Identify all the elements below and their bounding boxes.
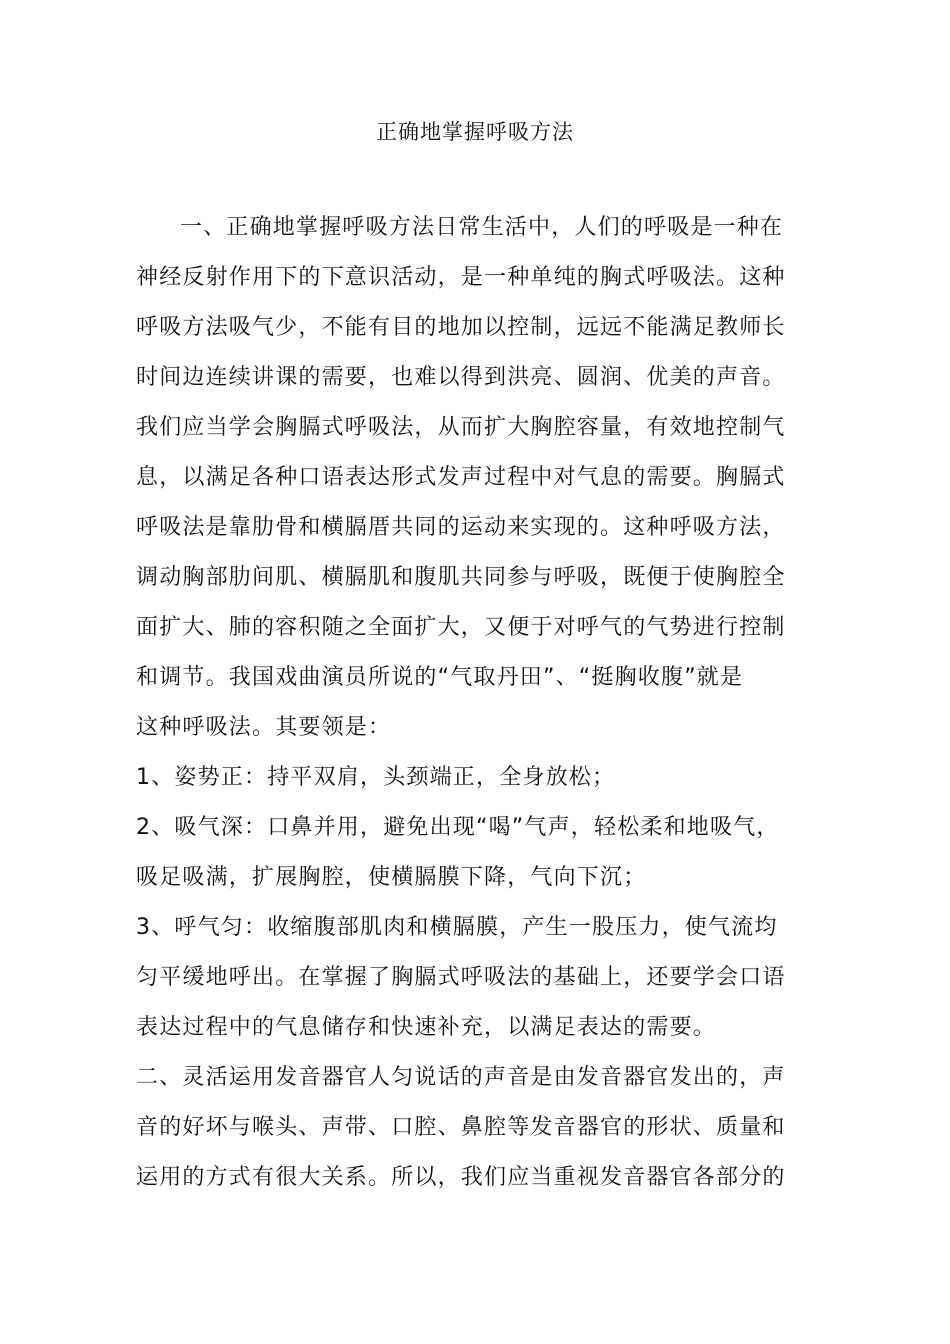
- document-body: [136, 203, 804, 1203]
- section-heading-line: 二、灵活运用发音器官人匀说话的声音是由发音器官发出的，声: [136, 1065, 786, 1090]
- text-line: 一、正确地掌握呼吸方法日常生活中，人们的呼吸是一种在: [180, 215, 784, 240]
- list-item-line: 1、姿势正：持平双肩，头颈端正，全身放松；: [136, 765, 616, 790]
- text-line: 神经反射作用下的下意识活动，是一种单纯的胸式呼吸法。这种: [136, 265, 786, 290]
- text-line: 我们应当学会胸膈式呼吸法，从而扩大胸腔容量，有效地控制气: [136, 415, 786, 440]
- list-item-line: 2、吸气深：口鼻并用，避免出现“喝”气声，轻松柔和地吸气，: [136, 815, 780, 840]
- text-line: 和调节。我国戏曲演员所说的“气取丹田”、“挺胸收腹”就是: [136, 665, 744, 690]
- text-line: 这种呼吸法。其要领是：: [136, 715, 392, 740]
- text-line: 调动胸部肋间肌、横膈肌和腹肌共同参与呼吸，既便于使胸腔全: [136, 565, 786, 590]
- text-line: 吸足吸满，扩展胸腔，使横膈膜下降，气向下沉；: [136, 865, 647, 890]
- list-item-line: 3、呼气匀：收缩腹部肌肉和横膈膜，产生一股压力，使气流均: [136, 915, 778, 940]
- document-title: 正确地掌握呼吸方法: [376, 120, 574, 144]
- text-line: 运用的方式有很大关系。所以，我们应当重视发音器官各部分的: [136, 1165, 786, 1190]
- text-line: 呼吸方法吸气少，不能有目的地加以控制，远远不能满足教师长: [136, 315, 786, 340]
- text-line: 时间边连续讲课的需要，也难以得到洪亮、圆润、优美的声音。: [136, 365, 786, 390]
- text-line: 息，以满足各种口语表达形式发声过程中对气息的需要。胸膈式: [136, 465, 786, 490]
- text-line: 表达过程中的气息储存和快速补充，以满足表达的需要。: [136, 1015, 717, 1040]
- text-line: 音的好坏与喉头、声带、口腔、鼻腔等发音器官的形状、质量和: [136, 1115, 786, 1140]
- text-line: 匀平缓地呼出。在掌握了胸膈式呼吸法的基础上，还要学会口语: [136, 965, 786, 990]
- text-line: 呼吸法是靠肋骨和横膈厝共同的运动来实现的。这种呼吸方法，: [136, 515, 786, 540]
- text-line: 面扩大、肺的容积随之全面扩大，又便于对呼气的气势进行控制: [136, 615, 786, 640]
